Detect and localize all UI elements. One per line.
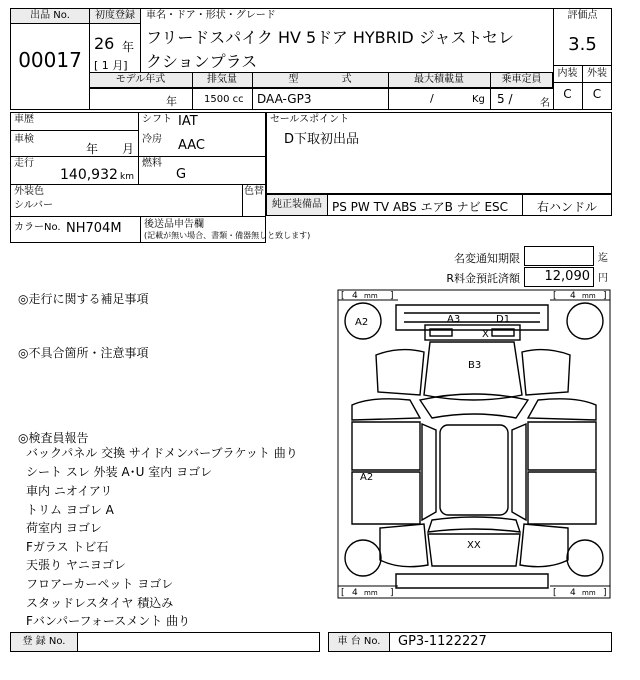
model-year-label: モデル年式 <box>115 74 166 85</box>
defects-notes-label: ◎不具合箇所・注意事項 <box>18 346 149 360</box>
inspector-item: 車内 ニオイアリ <box>26 484 113 498</box>
corner-br-unit: mm <box>582 589 596 597</box>
lot-label: 出品 No. <box>30 10 70 21</box>
shift-label: シフト <box>142 114 172 125</box>
sales-point-value: D下取初出品 <box>284 132 360 147</box>
corner-br-value: 4 <box>570 588 576 598</box>
grade-label: 評価点 <box>567 10 598 21</box>
mark-xx: XX <box>467 540 481 551</box>
inspector-item: フロアーカーペット ヨゴレ <box>26 577 174 591</box>
corner-tl-close: ] <box>390 291 394 301</box>
deadline-unit: 迄 <box>598 253 608 264</box>
car-name-line2: クションプラス <box>146 52 258 71</box>
mileage-unit: km <box>120 172 134 182</box>
inspector-item: Fガラス トビ石 <box>26 540 109 554</box>
corner-bl-value: 4 <box>352 588 358 598</box>
mark-tire-fl: A2 <box>355 317 369 328</box>
capacity-label: 乗車定員 <box>501 74 542 85</box>
inspection-label: 車検 <box>14 134 34 145</box>
fuel-value: G <box>176 167 187 182</box>
shift-value: IAT <box>178 114 198 129</box>
recycle-label: R料金預託済額 <box>446 272 520 285</box>
corner-tl-value: 4 <box>352 291 358 301</box>
chassis-no-label: 車 台 No. <box>337 636 381 647</box>
corner-tl-label: [ <box>341 291 345 301</box>
mark-d1: D1 <box>496 314 511 325</box>
equipment-label: 純正装備品 <box>272 199 322 210</box>
type-label: 型 式 <box>288 74 352 85</box>
chassis-no-value: GP3-1122227 <box>398 634 487 649</box>
corner-br-label: [ <box>553 588 557 598</box>
recycle-unit: 円 <box>598 273 608 284</box>
inspector-item: シート スレ 外装 A･U 室内 ヨゴレ <box>26 465 213 479</box>
max-load-unit: Kg <box>472 94 485 105</box>
corner-tr-unit: mm <box>582 292 596 300</box>
inspector-item: トリム ヨゴレ A <box>26 503 114 517</box>
color-no-value: NH704M <box>66 221 122 236</box>
deadline-label: 名変通知期限 <box>454 252 520 265</box>
max-load-slash: / <box>430 92 434 105</box>
interior-label: 内装 <box>557 68 578 79</box>
fuel-label: 燃料 <box>142 158 162 169</box>
lot-number: 00017 <box>18 48 82 72</box>
mileage-label: 走行 <box>14 158 34 169</box>
recycle-amount: 12,090 <box>544 269 590 284</box>
car-name-label: 車名・ドア・形状・グレード <box>146 10 276 21</box>
driving-notes-label: ◎走行に関する補足事項 <box>18 292 149 306</box>
first-reg-year-unit: 年 <box>122 40 135 54</box>
ac-value: AAC <box>178 138 205 153</box>
corner-tl-unit: mm <box>364 292 378 300</box>
corner-br-close: ] <box>603 588 607 598</box>
inspector-item: Fバンパーフォースメント 曲り <box>26 614 191 628</box>
sales-point-label: セールスポイント <box>270 114 350 125</box>
post-report-note: (記載が無い場合、書類・備器無しと致します) <box>144 231 311 240</box>
displacement-label: 排気量 <box>207 74 237 85</box>
corner-bl-unit: mm <box>364 589 378 597</box>
mark-x: X <box>482 329 489 340</box>
grade-value: 3.5 <box>568 34 597 55</box>
inspection-month: 月 <box>122 142 135 156</box>
inspector-item: 荷室内 ヨゴレ <box>26 521 102 535</box>
exterior-grade: C <box>592 87 602 101</box>
first-reg-year: 26 <box>94 34 115 53</box>
corner-tr-value: 4 <box>570 291 576 301</box>
repaint-label: 色替 <box>244 186 264 197</box>
equipment-value: PS PW TV ABS エアB ナビ ESC <box>332 200 509 214</box>
inspector-report-label: ◎検査員報告 <box>18 431 89 445</box>
type-value: DAA-GP3 <box>257 92 312 106</box>
inspector-item: 天張り ヤニヨゴレ <box>26 558 126 572</box>
exterior-label: 外装 <box>587 68 607 79</box>
post-report-label: 後送品申告欄 <box>144 219 204 230</box>
ac-label: 冷房 <box>142 134 162 145</box>
capacity-value: 5 / <box>497 92 513 106</box>
max-load-label: 最大積載量 <box>414 74 464 85</box>
history-label: 車歴 <box>14 114 34 125</box>
exterior-color-label: 外装色 <box>14 186 44 197</box>
corner-bl-close: ] <box>390 588 394 598</box>
color-no-label: カラーNo. <box>14 222 61 233</box>
mileage-value: 140,932 <box>60 167 118 183</box>
interior-grade: C <box>563 87 572 101</box>
first-reg-label: 初度登録 <box>95 10 135 21</box>
exterior-color-value: シルバー <box>14 200 54 211</box>
handle-value: 右ハンドル <box>536 200 597 214</box>
mark-b3: B3 <box>468 360 482 371</box>
first-reg-month: [ 1 月] <box>94 59 128 72</box>
mark-a3: A3 <box>447 314 461 325</box>
corner-bl-label: [ <box>341 588 345 598</box>
corner-tr-close: ] <box>603 291 607 301</box>
displacement-value: 1500 cc <box>204 94 244 105</box>
car-name-line1: フリードスパイク HV 5ドア HYBRID ジャストセレ <box>146 28 515 47</box>
corner-tr-label: [ <box>553 291 557 301</box>
inspector-item: スタッドレスタイヤ 積込み <box>26 596 174 610</box>
capacity-unit: 名 <box>540 98 550 109</box>
reg-no-label: 登 録 No. <box>22 636 66 647</box>
mark-a2-side: A2 <box>360 472 374 483</box>
inspector-item: バックパネル 交換 サイドメンバーブラケット 曲り <box>26 446 298 460</box>
model-year-unit: 年 <box>166 95 177 108</box>
inspection-year: 年 <box>86 142 99 156</box>
